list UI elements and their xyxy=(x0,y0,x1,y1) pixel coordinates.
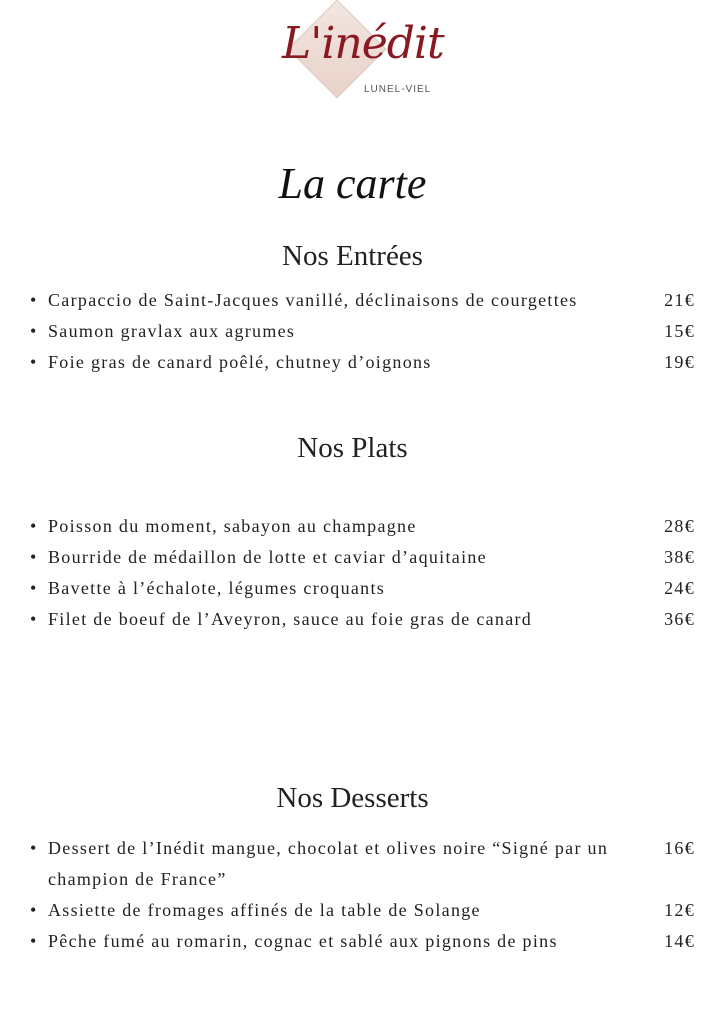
item-price: 12€ xyxy=(664,900,695,920)
page-title: La carte xyxy=(278,159,427,208)
logo-name: L'inédit xyxy=(282,18,444,69)
item-name: Dessert de l’Inédit mangue, chocolat et olives noire “Signé par un champion de France” xyxy=(48,838,609,889)
restaurant-logo xyxy=(282,8,444,108)
item-price: 15€ xyxy=(664,321,695,341)
bullet: • xyxy=(30,321,38,341)
bullet: • xyxy=(30,352,38,372)
section-heading-plats: Nos Plats xyxy=(297,432,408,464)
section-heading-entrees: Nos Entrées xyxy=(282,240,423,272)
item-name: Foie gras de canard poêlé, chutney d’oignons xyxy=(48,352,432,372)
item-name: Poisson du moment, sabayon au champagne xyxy=(48,516,417,536)
item-price: 19€ xyxy=(664,352,695,372)
item-name: Carpaccio de Saint-Jacques vanillé, déclinaisons de courgettes xyxy=(48,290,578,310)
item-price: 36€ xyxy=(664,609,695,629)
item-price: 24€ xyxy=(664,578,695,598)
item-price: 16€ xyxy=(664,838,695,858)
item-price: 14€ xyxy=(664,931,695,951)
item-name: Saumon gravlax aux agrumes xyxy=(48,321,296,341)
bullet: • xyxy=(30,931,38,951)
item-price: 28€ xyxy=(664,516,695,536)
bullet: • xyxy=(30,578,38,598)
item-name: Filet de boeuf de l’Aveyron, sauce au foie gras de canard xyxy=(48,609,533,629)
bullet: • xyxy=(30,516,38,536)
bullet: • xyxy=(30,838,38,858)
bullet: • xyxy=(30,547,38,567)
bullet: • xyxy=(30,609,38,629)
item-name: Assiette de fromages affinés de la table de Solange xyxy=(48,900,481,920)
item-price: 38€ xyxy=(664,547,695,567)
item-name: Bourride de médaillon de lotte et caviar d’aquitaine xyxy=(48,547,487,567)
item-name: Pêche fumé au romarin, cognac et sablé aux pignons de pins xyxy=(48,931,558,951)
logo-subtitle: LUNEL-VIEL xyxy=(364,84,432,95)
item-price: 21€ xyxy=(664,290,695,310)
bullet: • xyxy=(30,900,38,920)
bullet: • xyxy=(30,290,38,310)
item-name: Bavette à l’échalote, légumes croquants xyxy=(48,578,386,598)
section-heading-desserts: Nos Desserts xyxy=(276,782,429,814)
